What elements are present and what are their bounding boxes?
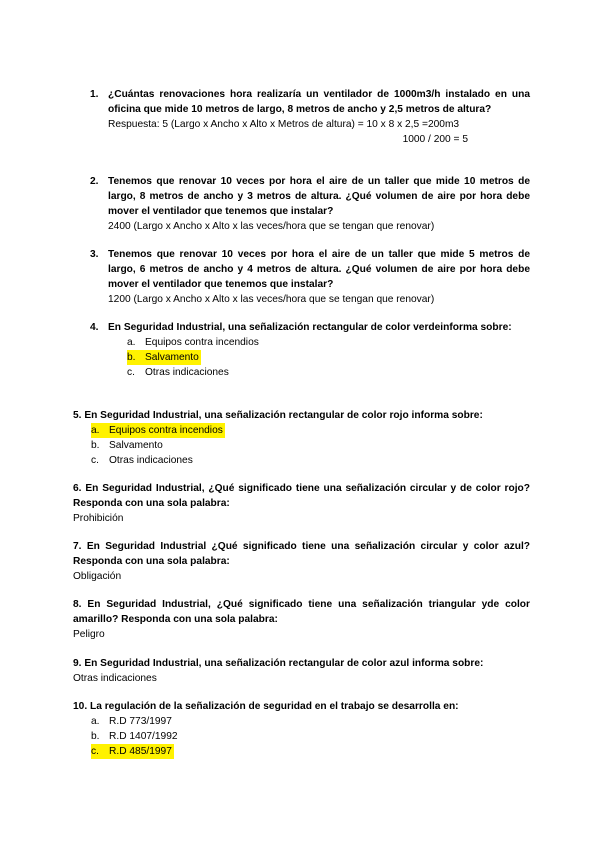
option-letter: c. [127,367,135,378]
question-number: 3. [90,249,99,260]
question-text: En Seguridad Industrial, una señalización rectangular de color verdeinforma sobre: [108,322,512,333]
answer-highlight [91,423,225,438]
answer-options [91,423,530,468]
option-label: Otras indicaciones [109,455,193,466]
option-label: Salvamento [145,352,199,363]
option-b [91,438,530,453]
question-number: 4. [90,322,99,333]
option-c-selected [91,744,530,759]
option-label: Salvamento [109,440,163,451]
answer-highlight [91,744,174,759]
question-2 [90,174,530,234]
option-letter: b. [91,440,100,451]
question-text: 5. En Seguridad Industrial, una señalización rectangular de color rojo informa sobre: [73,410,483,421]
option-a [127,335,530,350]
question-text: 7. En Seguridad Industrial ¿Qué significado tiene una señalización circular y color azul? Responda con una sola palabra: [73,541,530,567]
option-b-selected [127,350,530,365]
option-letter: a. [127,337,136,348]
question-number: 2. [90,176,99,187]
question-9 [73,656,530,686]
question-3 [90,247,530,307]
option-label: R.D 485/1997 [109,746,172,757]
answer-highlight [127,350,201,365]
option-label: R.D 773/1997 [109,716,172,727]
answer-text: Prohibición [73,513,124,524]
question-number: 1. [90,89,99,100]
answer-calculation: 1000 / 200 = 5 [402,134,468,145]
option-letter: c. [91,455,99,466]
answer-text: 2400 (Largo x Ancho x Alto x las veces/hora que se tengan que renovar) [108,221,435,232]
question-text: 9. En Seguridad Industrial, una señalización rectangular de color azul informa sobre: [73,658,484,669]
option-label: Equipos contra incendios [109,425,223,436]
question-1 [90,87,530,147]
question-text: 8. En Seguridad Industrial, ¿Qué significado tiene una señalización triangular yde color amarillo? Responda con una sola palabra: [73,599,530,625]
question-7 [73,539,530,584]
question-8 [73,597,530,642]
question-text: 6. En Seguridad Industrial, ¿Qué significado tiene una señalización circular y de color rojo? Responda con una sola palabra: [73,483,530,509]
question-10 [73,699,530,759]
question-6 [73,481,530,526]
question-text: ¿Cuántas renovaciones hora realizaría un ventilador de 1000m3/h instalado en una oficina que mide 10 metros de largo, 8 metros de ancho y 2,5 metros de altura? [108,89,530,115]
question-text: Tenemos que renovar 10 veces por hora el aire de un taller que mide 5 metros de largo, 6 metros de ancho y 4 metros de altura. ¿Qué volumen de aire por hora debe mover el ventilador que tenemos que instalar? [108,249,530,290]
answer-options [127,335,530,380]
option-letter: c. [91,746,99,757]
option-letter: b. [91,731,100,742]
option-c [91,453,530,468]
option-a-selected [91,423,530,438]
question-text: 10. La regulación de la señalización de seguridad en el trabajo se desarrolla en: [73,701,459,712]
option-c [127,365,530,380]
answer-text: Obligación [73,571,122,582]
option-label: Otras indicaciones [145,367,229,378]
answer-text: Otras indicaciones [73,673,157,684]
question-4 [90,320,530,380]
option-letter: a. [91,425,100,436]
option-letter: b. [127,352,136,363]
option-label: R.D 1407/1992 [109,731,178,742]
answer-text: Peligro [73,629,105,640]
question-text: Tenemos que renovar 10 veces por hora el aire de un taller que mide 10 metros de largo, 8 metros de ancho y 3 metros de altura. ¿Qué volumen de aire por hora debe mover el ventilador que tenemos que instalar? [108,176,530,217]
option-label: Equipos contra incendios [145,337,259,348]
option-a [91,714,530,729]
answer-text: Respuesta: 5 (Largo x Ancho x Alto x Metros de altura) = 10 x 8 x 2,5 =200m3 [108,119,460,130]
answer-options [91,714,530,759]
answer-text: 1200 (Largo x Ancho x Alto x las veces/hora que se tengan que renovar) [108,294,435,305]
option-letter: a. [91,716,100,727]
option-b [91,729,530,744]
question-5 [73,408,530,468]
